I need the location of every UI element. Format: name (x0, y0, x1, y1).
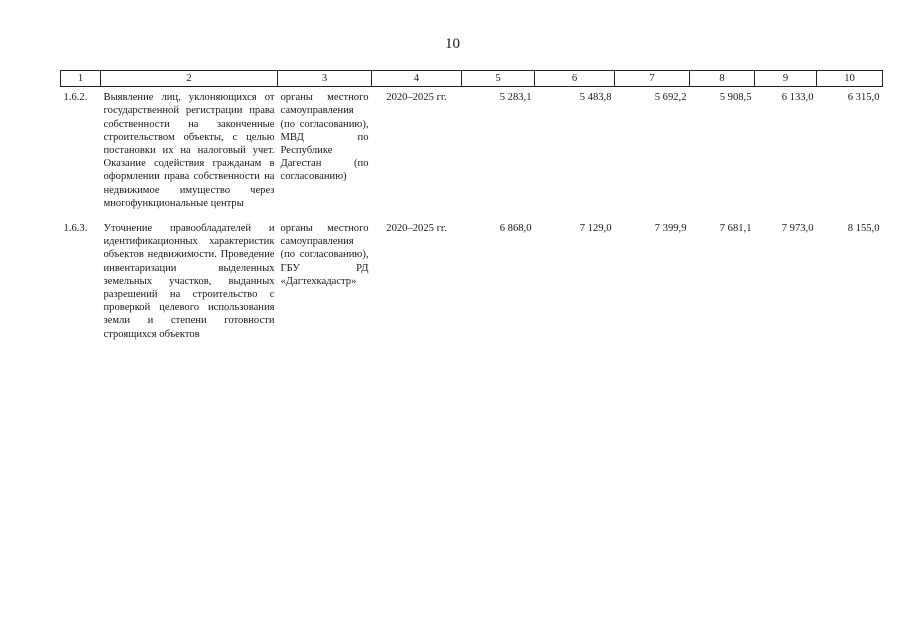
row-value: 5 283,1 (499, 92, 532, 104)
column-header: 8 (690, 71, 755, 87)
column-header: 9 (755, 71, 817, 87)
row-description: Выявление лиц, уклоняющихся от государственной регистрации права собственности на законченные строительством объекты, с целью постановки их на налоговый учет. Оказание содействия гражданам в оформлении права собственности на недвижимое имущество через многофункциональные центры (103, 92, 275, 209)
row-value: 7 129,0 (579, 223, 612, 235)
column-header: 4 (372, 71, 462, 87)
row-value: 5 692,2 (654, 92, 687, 104)
row-period: 2020–2025 гг. (386, 223, 447, 235)
column-header: 10 (817, 71, 883, 87)
column-header: 5 (462, 71, 535, 87)
row-number: 1.6.3. (63, 223, 88, 235)
column-header: 1 (61, 71, 101, 87)
page-number: 10 (445, 36, 460, 52)
row-gap (61, 210, 883, 218)
table-row (61, 218, 883, 341)
row-executor: органы местного самоуправления (по согласованию), ГБУ РД «Дагтехкадастр» (280, 223, 369, 287)
column-header: 3 (278, 71, 372, 87)
row-description: Уточнение правообладателей и идентификационных характеристик объектов недвижимости. Проведение инвентаризации выделенных земельных участков, выданных разрешений на строительство с проверкой целевого использования земли и степени готовности строящихся объектов (103, 223, 275, 340)
column-header: 2 (101, 71, 278, 87)
row-value: 6 315,0 (847, 92, 880, 104)
row-value: 5 483,8 (579, 92, 612, 104)
column-header: 7 (615, 71, 690, 87)
table-row (61, 87, 883, 210)
row-value: 7 681,1 (719, 223, 752, 235)
row-value: 7 399,9 (654, 223, 687, 235)
header-row (61, 71, 883, 87)
row-value: 7 973,0 (781, 223, 814, 235)
column-header: 6 (535, 71, 615, 87)
row-executor: органы местного самоуправления (по согласованию), МВД по Республике Дагестан (по согласованию) (280, 92, 369, 183)
row-period: 2020–2025 гг. (386, 92, 447, 104)
row-value: 5 908,5 (719, 92, 752, 104)
row-number: 1.6.2. (63, 92, 88, 104)
row-value: 8 155,0 (847, 223, 880, 235)
row-value: 6 868,0 (499, 223, 532, 235)
program-table (60, 70, 883, 341)
row-value: 6 133,0 (781, 92, 814, 104)
